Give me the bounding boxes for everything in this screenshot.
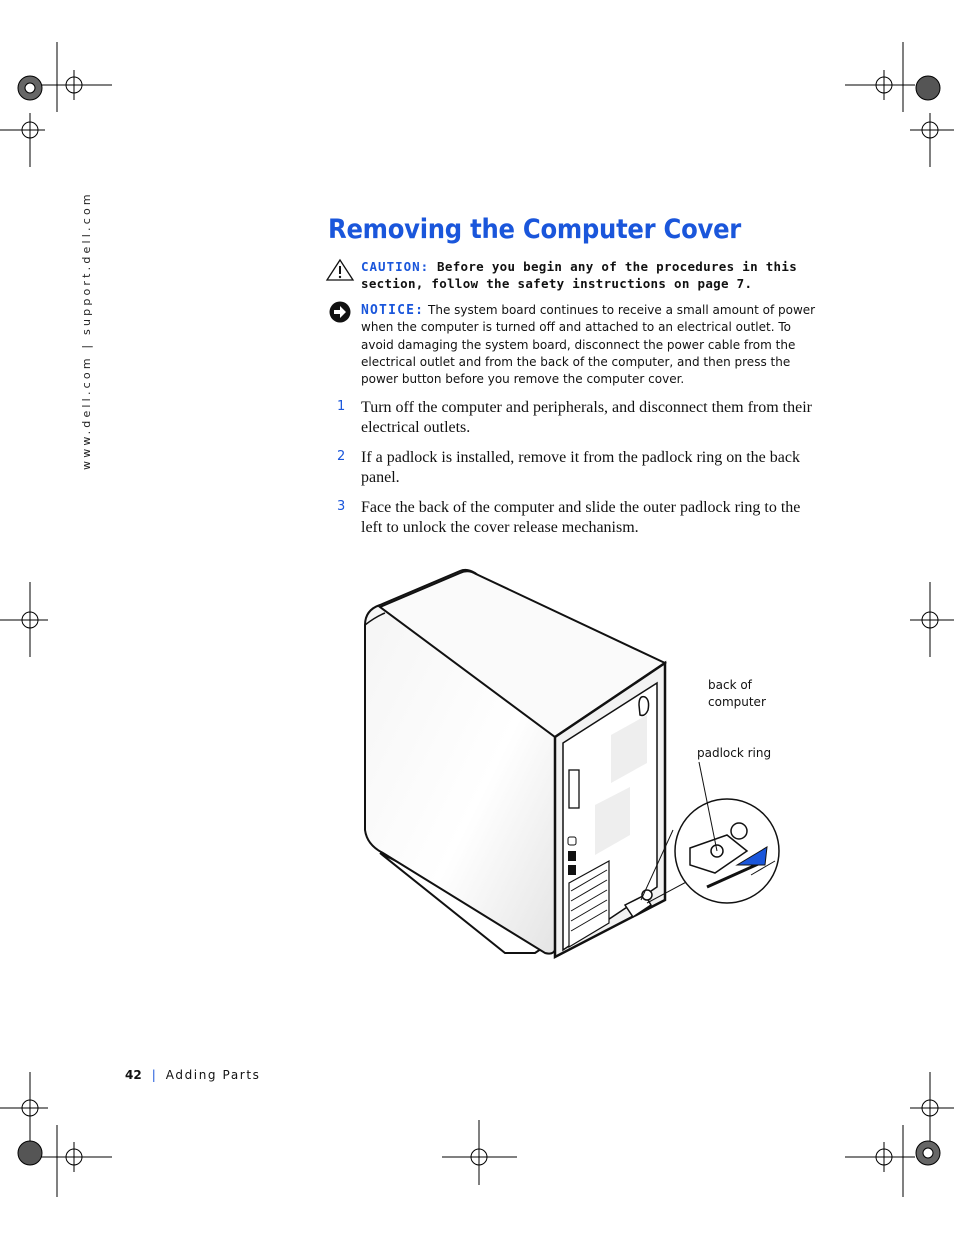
caution-text: Before you begin any of the procedures in this section, follow the safety instructions on page 7. bbox=[361, 259, 798, 291]
notice-arrow-icon bbox=[328, 300, 352, 324]
step-text: Face the back of the computer and slide the outer padlock ring to the left to unlock the cover release mechanism. bbox=[361, 499, 801, 536]
callout-back-line2: computer bbox=[708, 695, 766, 709]
computer-illustration bbox=[355, 565, 795, 965]
warning-triangle-icon bbox=[325, 258, 355, 282]
notice-label: NOTICE: bbox=[361, 303, 425, 318]
callout-padlock-ring: padlock ring bbox=[697, 746, 772, 760]
notice-text: The system board continues to receive a small amount of power when the computer is turned off and attached to an electrical outlet. To avoid damaging the system board, disconnect the power cable from the electrical outlet and from the back of the computer, and then press the power button before you remove the computer cover. bbox=[361, 303, 816, 387]
step-text: Turn off the computer and peripherals, and disconnect them from their electrical outlets. bbox=[361, 399, 812, 436]
callout-back-of-computer bbox=[708, 677, 766, 711]
footer-section: Adding Parts bbox=[165, 1068, 261, 1082]
caution-label: CAUTION: bbox=[361, 259, 430, 274]
callout-back-line1: back of bbox=[708, 678, 752, 692]
page-number: 42 bbox=[125, 1068, 142, 1082]
side-url: www.dell.com | support.dell.com bbox=[80, 191, 93, 470]
step-number: 3 bbox=[337, 499, 346, 514]
page-footer bbox=[125, 1068, 261, 1082]
step-number: 1 bbox=[337, 399, 346, 414]
page-title: Removing the Computer Cover bbox=[328, 214, 742, 245]
step-number: 2 bbox=[337, 449, 346, 464]
footer-separator: | bbox=[151, 1068, 156, 1082]
step-text: If a padlock is installed, remove it from the padlock ring on the back panel. bbox=[361, 449, 800, 486]
